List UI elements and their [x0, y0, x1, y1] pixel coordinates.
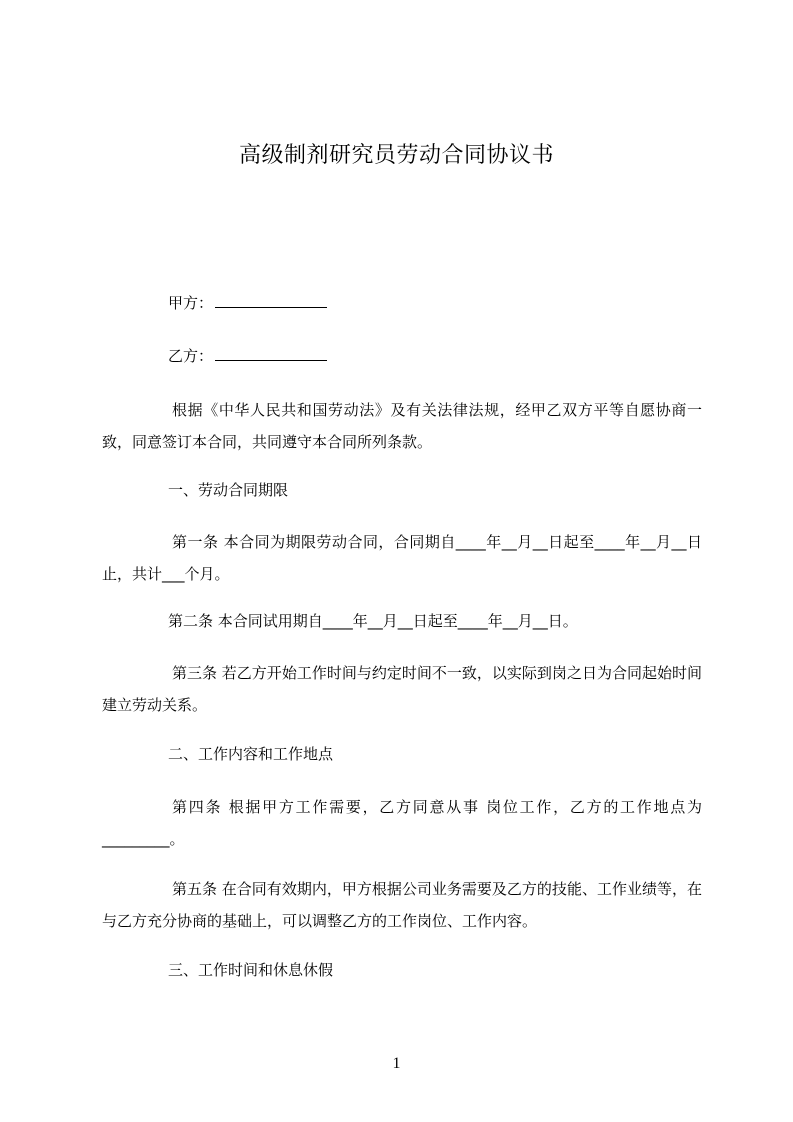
party-b-label: 乙方：: [168, 347, 214, 365]
party-b-line: [168, 345, 327, 366]
document-title: 高级制剂研究员劳动合同协议书: [238, 143, 554, 168]
intro-paragraph: 根据《中华人民共和国劳动法》及有关法律法规，经甲乙双方平等自愿协商一致，同意签订本合同，共同遵守本合同所列条款。: [102, 401, 702, 451]
party-a-line: [168, 292, 327, 313]
party-b-blank[interactable]: [215, 345, 327, 361]
article-1: 第一条 本合同为期限劳动合同，合同期自____年__月__日起至____年__月__日止，共计___个月。: [102, 533, 702, 583]
section-3-heading: 三、工作时间和休息休假: [168, 961, 334, 979]
article-4: 第四条 根据甲方工作需要，乙方同意从事 岗位工作，乙方的工作地点为_________。: [102, 798, 702, 848]
article-3: 第三条 若乙方开始工作时间与约定时间不一致，以实际到岗之日为合同起始时间建立劳动关系。: [102, 664, 702, 714]
article-2: 第二条 本合同试用期自____年__月__日起至____年__月__日。: [168, 612, 578, 630]
section-2-heading: 二、工作内容和工作地点: [168, 745, 334, 763]
party-a-label: 甲方：: [168, 294, 214, 312]
section-1-heading: 一、劳动合同期限: [168, 481, 289, 499]
article-5: 第五条 在合同有效期内，甲方根据公司业务需要及乙方的技能、工作业绩等，在与乙方充分协商的基础上，可以调整乙方的工作岗位、工作内容。: [102, 880, 702, 930]
page-number: 1: [392, 1055, 401, 1072]
party-a-blank[interactable]: [215, 292, 327, 308]
